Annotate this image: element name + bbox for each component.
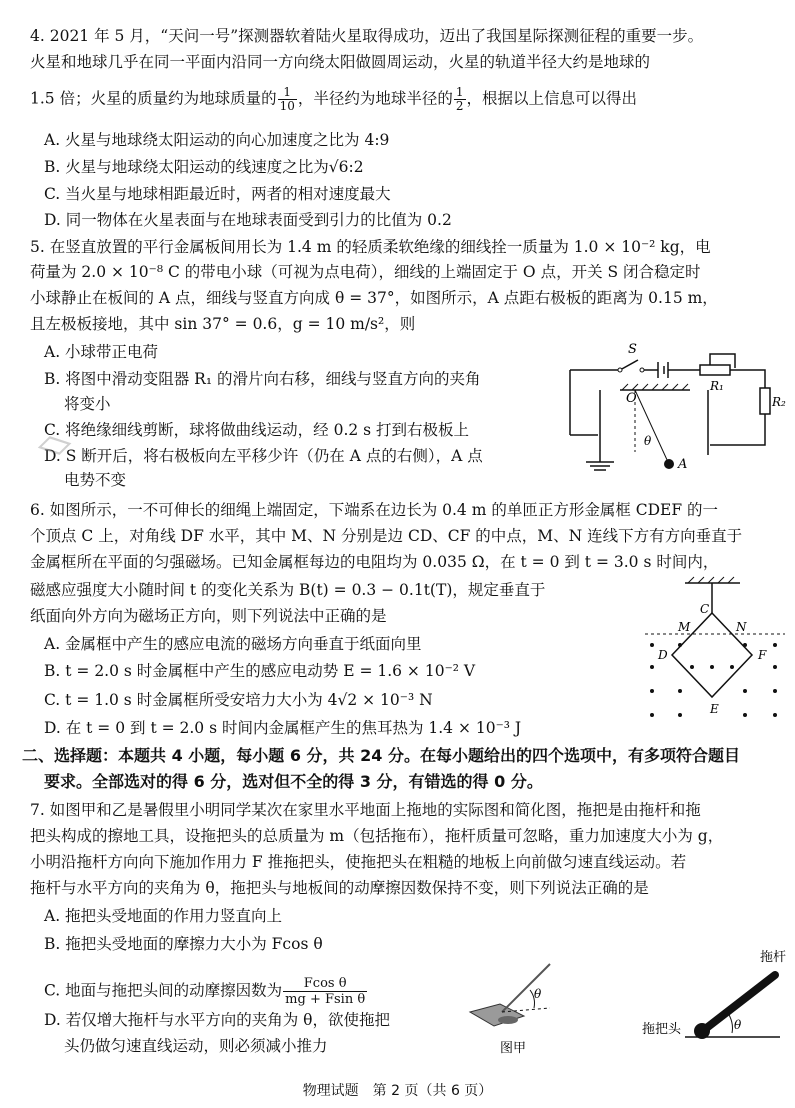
q7-line1: 7. 如图甲和乙是暑假里小明同学某次在家里水平地面上拖地的实际图和简化图，拖把是由拖杆和拖: [30, 801, 701, 819]
label-d: D: [658, 648, 668, 662]
q5-option-a: A. 小球带正电荷: [44, 343, 159, 361]
q7-line2: 把头构成的擦地工具，设拖把头的总质量为 m（包括拖布），拖杆质量可忽略，重力加速度大小为 g，: [30, 827, 724, 845]
label-theta-jia: θ: [534, 987, 542, 1001]
q6-option-b: B. t = 2.0 s 时金属框中产生的感应电动势 E = 1.6 × 10⁻² V: [44, 662, 476, 680]
q4-option-b: B. 火星与地球绕太阳运动的线速度之比为√6:2: [44, 158, 364, 176]
q5-line2: 荷量为 2.0 × 10⁻⁸ C 的带电小球（可视为点电荷），细线的上端固定于 O 点，开关 S 闭合稳定时: [30, 263, 701, 281]
label-theta: θ: [644, 434, 652, 448]
q4-fraction-radius: [454, 86, 466, 113]
q6-option-a: A. 金属框中产生的感应电流的磁场方向垂直于纸面向里: [44, 635, 422, 653]
fraction-numerator: Fcos θ: [283, 976, 367, 992]
q7-line4: 拖杆与水平方向的夹角为 θ，拖把头与地板间的动摩擦因数保持不变，则下列说法正确的是: [30, 879, 649, 897]
label-tuogan: 拖杆: [760, 950, 787, 965]
q5-line3: 小球静止在板间的 A 点，细线与竖直方向成 θ = 37°，如图所示，A 点距右极板的距离为 0.15 m，: [30, 289, 718, 307]
q7-option-d-line2: 头仍做匀速直线运动，则必须减小推力: [64, 1037, 328, 1055]
label-a: A: [678, 457, 688, 472]
q4-option-a: A. 火星与地球绕太阳运动的向心加速度之比为 4:9: [44, 131, 390, 149]
watermark: ▱: [33, 416, 78, 470]
q5-option-d-line2: 电势不变: [64, 471, 127, 489]
figure-caption-jia: 图甲: [500, 1041, 527, 1056]
q4-option-d: D. 同一物体在火星表面与在地球表面受到引力的比值为 0.2: [44, 211, 452, 229]
q4-line3: [30, 86, 637, 113]
q5-option-d-line1: D. S 断开后，将右极板向左平移少许（仍在 A 点的右侧），A 点: [44, 447, 483, 465]
q6-line4: 磁感应强度大小随时间 t 的变化关系为 B(t) = 0.3 − 0.1t(T)，规定垂直于: [30, 581, 546, 599]
q4-line3-b: ，半径约为地球半径的: [297, 89, 453, 108]
q7-figure-jia: [460, 950, 570, 1060]
label-c: C: [700, 602, 710, 616]
q5-line4: 且左极板接地，其中 sin 37° = 0.6，g = 10 m/s²，则: [30, 315, 416, 333]
fraction-denominator: 10: [279, 99, 295, 113]
q6-option-d: D. 在 t = 0 到 t = 2.0 s 时间内金属框产生的焦耳热为 1.4 × 10⁻³ J: [44, 719, 522, 737]
q7-option-d-line1: D. 若仅增大拖杆与水平方向的夹角为 θ，欲使拖把: [44, 1011, 390, 1029]
fraction-numerator: 1: [455, 85, 464, 99]
label-m: M: [678, 620, 691, 634]
q4-line3-a: 1.5 倍；火星的质量约为地球质量的: [30, 89, 277, 108]
q6-line5: 纸面向外方向为磁场正方向，则下列说法中正确的是: [30, 607, 387, 625]
q6-line2: 个顶点 C 上，对角线 DF 水平，其中 M、N 分别是边 CD、CF 的中点，M、N 连线下方有方向垂直于: [30, 527, 743, 545]
q4-line2: 火星和地球几乎在同一平面内沿同一方向绕太阳做圆周运动，火星的轨道半径大约是地球的: [30, 53, 651, 71]
q6-frame-figure: [640, 575, 790, 725]
q4-option-c: C. 当火星与地球相距最近时，两者的相对速度最大: [44, 185, 391, 203]
q6-line3: 金属框所在平面的匀强磁场。已知金属框每边的电阻均为 0.035 Ω，在 t = 0 到 t = 3.0 s 时间内，: [30, 553, 719, 571]
section2-line2: 要求。全部选对的得 6 分，选对但不全的得 3 分，有错选的得 0 分。: [44, 772, 543, 791]
q7-option-c-text: C. 地面与拖把头间的动摩擦因数为: [44, 981, 283, 1000]
q5-option-c: C. 将绝缘细线剪断，球将做曲线运动，经 0.2 s 打到右极板上: [44, 421, 470, 439]
q7-figure-yi: [610, 945, 790, 1055]
label-n: N: [736, 620, 747, 634]
label-s: S: [628, 342, 637, 357]
q7-line3: 小明沿拖杆方向向下施加作用力 F 推拖把头，使拖把头在粗糙的地板上向前做匀速直线运动。若: [30, 853, 687, 871]
q5-circuit-figure: [560, 340, 790, 480]
label-f: F: [758, 648, 767, 662]
q7-option-c: [44, 976, 368, 1007]
fraction-denominator: 2: [455, 99, 464, 113]
q4-line1: 4. 2021 年 5 月，“天问一号”探测器软着陆火星取得成功，迈出了我国星际探测征程的重要一步。: [30, 27, 704, 45]
fraction-numerator: 1: [278, 86, 297, 100]
q6-line1: 6. 如图所示，一不可伸长的细绳上端固定，下端系在边长为 0.4 m 的单匝正方形金属框 CDEF 的一: [30, 501, 719, 519]
label-theta-yi: θ: [734, 1018, 742, 1032]
label-tuobatou: 拖把头: [642, 1022, 682, 1037]
q7-friction-fraction: [283, 976, 367, 1007]
q7-option-b: B. 拖把头受地面的摩擦力大小为 Fcos θ: [44, 935, 323, 953]
label-e: E: [710, 702, 719, 716]
q4-line3-c: ，根据以上信息可以得出: [466, 89, 638, 108]
q7-option-a: A. 拖把头受地面的作用力竖直向上: [44, 907, 283, 925]
section2-line1: 二、选择题：本题共 4 小题，每小题 6 分，共 24 分。在每小题给出的四个选项中，有多项符合题目: [22, 746, 740, 765]
label-r2: R₂: [772, 395, 786, 409]
q5-option-b-line1: B. 将图中滑动变阻器 R₁ 的滑片向右移，细线与竖直方向的夹角: [44, 370, 481, 388]
q6-option-c: C. t = 1.0 s 时金属框所受安培力大小为 4√2 × 10⁻³ N: [44, 691, 433, 709]
q5-option-b-line2: 将变小: [64, 395, 111, 413]
label-o: O: [626, 391, 637, 406]
page-footer: 物理试题 第 2 页（共 6 页）: [302, 1083, 493, 1099]
fraction-denominator: mg + Fsin θ: [285, 992, 366, 1007]
q5-line1: 5. 在竖直放置的平行金属板间用长为 1.4 m 的轻质柔软绝缘的细线拴一质量为 1.0 × 10⁻² kg，电: [30, 238, 711, 256]
label-r1: R₁: [710, 379, 724, 393]
q4-fraction-mass: [278, 86, 297, 113]
